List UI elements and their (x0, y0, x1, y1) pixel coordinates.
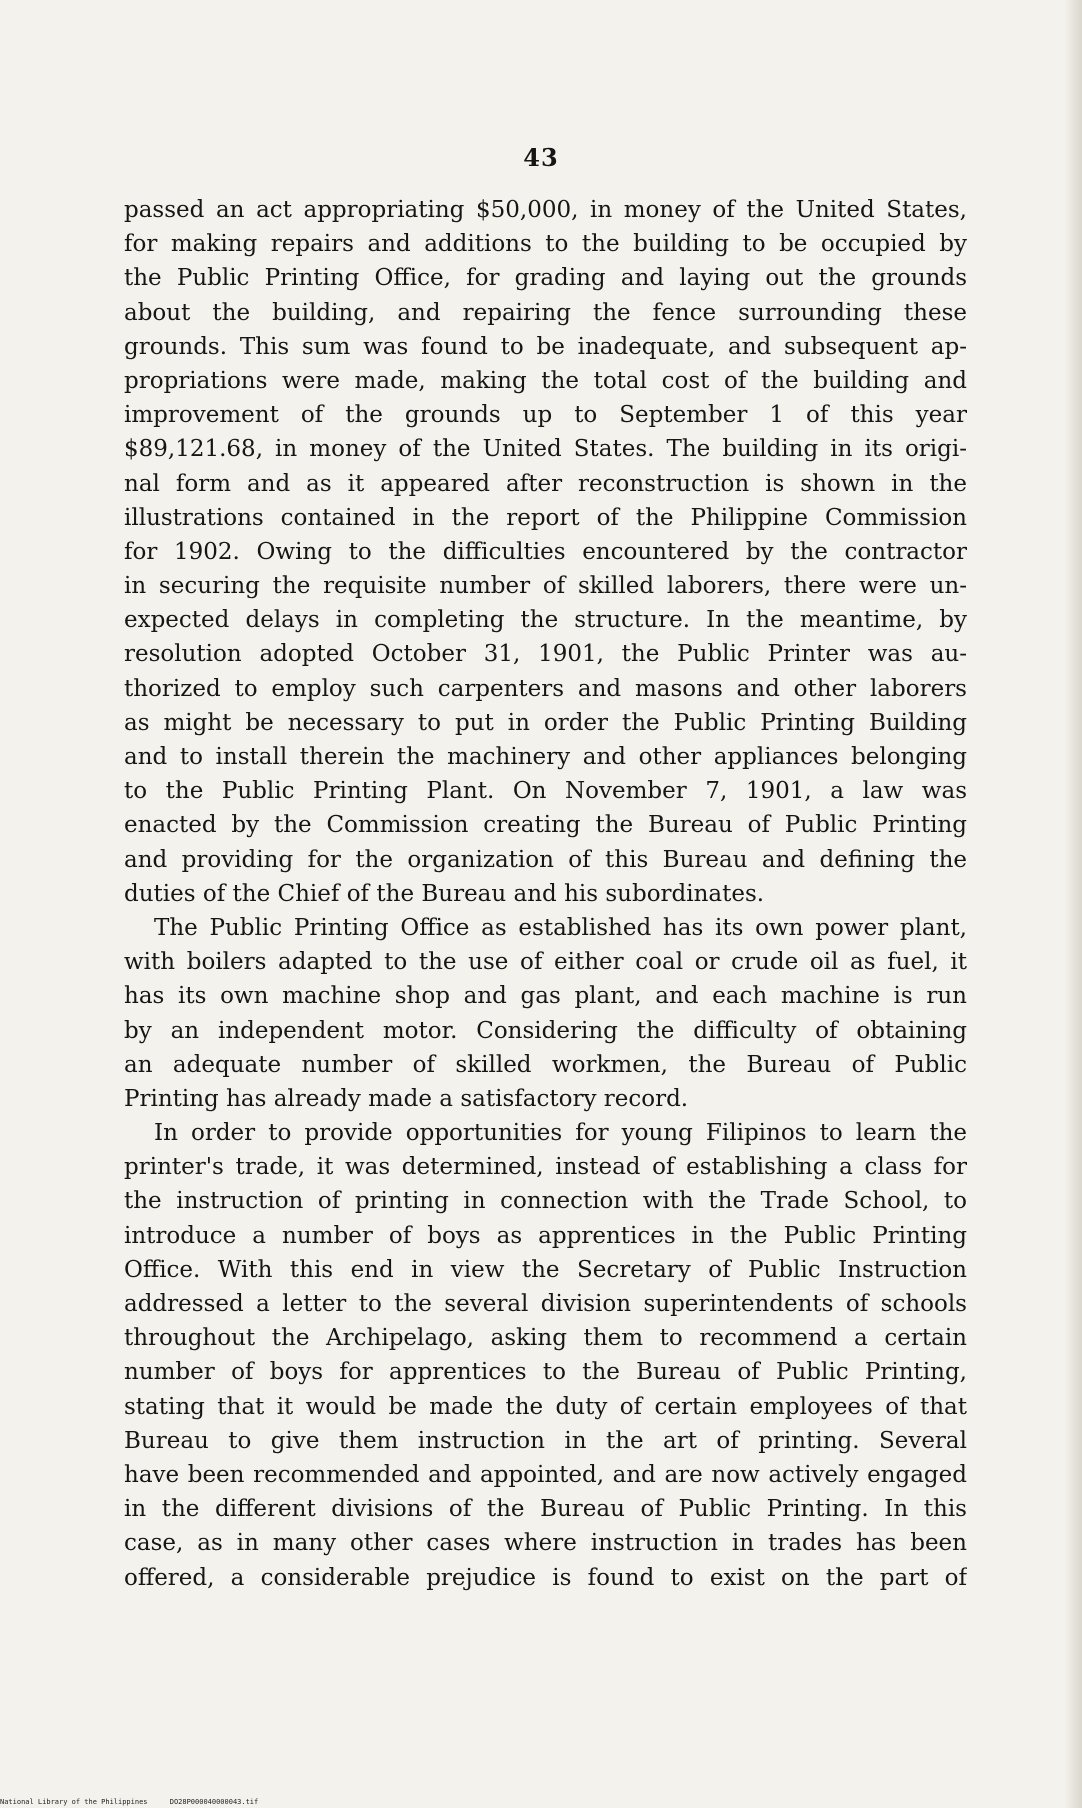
text-line: resolution adopted October 31, 1901, the Public Printer was au- (124, 641, 967, 668)
text-line: for 1902. Owing to the difficulties encountered by the contractor (124, 538, 967, 565)
text-line: illustrations contained in the report of the Philippine Commission (124, 504, 967, 531)
text-line: and to install therein the machinery and other appliances belonging (124, 744, 967, 770)
text-line: enacted by the Commission creating the Bureau of Public Printing (124, 812, 967, 839)
text-line: stating that it would be made the duty of certain employees of that (124, 1393, 967, 1420)
text-line: number of boys for apprentices to the Bureau of Public Printing, (124, 1359, 967, 1386)
text-line: printer's trade, it was determined, instead of establishing a class for (124, 1154, 967, 1181)
text-line: $89,121.68, in money of the United States. The building in its origi- (124, 436, 967, 463)
text-line: propriations were made, making the total cost of the building and (124, 367, 967, 394)
text-line: case, as in many other cases where instruction in trades has been (124, 1530, 967, 1557)
text-line: to the Public Printing Plant. On November 7, 1901, a law was (124, 778, 967, 805)
text-line: in the different divisions of the Bureau of Public Printing. In this (124, 1496, 967, 1523)
page-number: 43 (523, 143, 559, 172)
text-line: nal form and as it appeared after reconstruction is shown in the (124, 470, 967, 497)
text-line: duties of the Chief of the Bureau and his subordinates. (124, 880, 765, 907)
text-line: an adequate number of skilled workmen, the Bureau of Public (124, 1051, 967, 1078)
text-line: improvement of the grounds up to September 1 of this year (124, 402, 967, 429)
text-line: thorized to employ such carpenters and masons and other laborers (124, 675, 967, 702)
scan-footer (0, 1798, 276, 1806)
text-line: have been recommended and appointed, and are now actively engaged (124, 1461, 967, 1488)
text-line: Bureau to give them instruction in the art of printing. Several (124, 1427, 967, 1454)
text-line: for making repairs and additions to the building to be occupied by (124, 231, 967, 258)
text-line: The Public Printing Office as established has its own power plant, (154, 914, 967, 941)
text-line: and providing for the organization of this Bureau and defining the (124, 846, 967, 873)
text-line: has its own machine shop and gas plant, and each machine is run (124, 983, 967, 1010)
text-line: expected delays in completing the structure. In the meantime, by (124, 607, 967, 634)
text-line: passed an act appropriating $50,000, in money of the United States, (124, 197, 967, 223)
text-line: addressed a letter to the several division superintendents of schools (124, 1291, 967, 1317)
page-edge-shadow (1064, 0, 1082, 1808)
text-line: In order to provide opportunities for young Filipinos to learn the (154, 1120, 967, 1147)
footer-file: DO28P000040000043.tif (169, 1798, 259, 1806)
text-line: by an independent motor. Considering the difficulty of obtaining (124, 1017, 967, 1044)
text-line: as might be necessary to put in order the Public Printing Building (124, 709, 967, 736)
text-line: grounds. This sum was found to be inadequate, and subsequent ap- (124, 333, 967, 360)
body-text (124, 193, 967, 1595)
footer-library: National Library of the Philippines (0, 1798, 148, 1806)
text-line: offered, a considerable prejudice is found to exist on the part of (124, 1564, 967, 1591)
text-line: the Public Printing Office, for grading and laying out the grounds (124, 265, 967, 292)
text-line: introduce a number of boys as apprentices in the Public Printing (124, 1222, 967, 1249)
text-line: about the building, and repairing the fence surrounding these (124, 299, 967, 326)
text-line: throughout the Archipelago, asking them to recommend a certain (124, 1325, 967, 1352)
text-line: Printing has already made a satisfactory record. (124, 1085, 689, 1112)
text-line: in securing the requisite number of skilled laborers, there were un- (124, 573, 967, 600)
text-line: Office. With this end in view the Secretary of Public Instruction (124, 1256, 967, 1283)
text-line: with boilers adapted to the use of either coal or crude oil as fuel, it (124, 949, 967, 976)
text-line: the instruction of printing in connection with the Trade School, to (124, 1188, 967, 1215)
